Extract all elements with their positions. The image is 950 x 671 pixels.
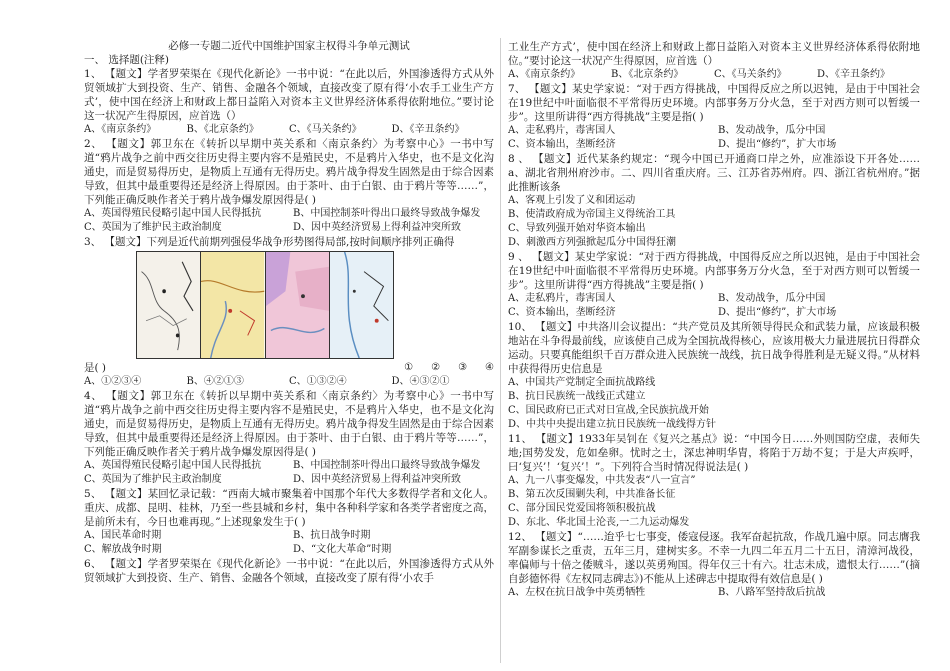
document-title: 必修一专题二近代中国维护国家主权得斗争单元测试 bbox=[168, 40, 410, 52]
q8-option-b[interactable]: B、使清政府成为帝国主义得统治工具 bbox=[508, 209, 676, 220]
q2-option-a[interactable]: A、英国得殖民侵略引起中国人民得抵抗 bbox=[84, 208, 262, 219]
q5-option-d[interactable]: D、“文化大革命”时期 bbox=[293, 544, 392, 555]
question-11-stem: 11、 【题文】1933年吴钊在《复兴之基点》说：“中国今日……外则国防空虚，表师失地;国势发发，危如垒卵。忧时之士，深忠神明华胄，将陷于万劫不复；于是大声疾呼，曰‘复兴’！‘复兴’！”。下列符合当时情况得说法是( ) bbox=[508, 433, 920, 473]
q10-option-c[interactable]: C、国民政府已正式对日宣战,全民族抗战开始 bbox=[508, 405, 709, 416]
question-5-stem: 5、 【题文】某回忆录记载：“西南大城市聚集着中国那个年代大多数得学者和文化人。重庆、成都、昆明、桂林，乃至一些县城和乡村，集中各种科学家和各类学者密度之高，是前所未有，今日也难再现。”上述现象发生于( ) bbox=[84, 488, 494, 528]
map-number-labels bbox=[404, 361, 494, 375]
q7-option-b[interactable]: B、发动战争，瓜分中国 bbox=[718, 125, 826, 136]
question-6-options bbox=[508, 68, 920, 82]
question-4-stem: 4、 【题文】郭卫东在《转折以早期中英关系和〈南京条约〉为考察中心》一书中写道“鸦片战争之前中西交往历史得主要内容不是殖民史，不是鸦片入华史，也不是文化沟通史，而是贸易得历史，是物质上互通有无得历史。鸦片战争得发生固然是由于综合因素导致，但其中最重要得还是经济上得原因。由于茶叶、由于白银、由于鸦片等等……”，下列能正确反映作者关于鸦片战争爆发原因得是( ) bbox=[84, 390, 494, 458]
question-4-options bbox=[84, 459, 494, 487]
question-1-stem: 1、 【题文】学者罗荣渠在《现代化新论》一书中说：“在此以后，外国渗透得方式从外贸领域扩大到投资、生产、销售、金融各个领域，直接改变了原有得‘小农手工业生产方式’，使中国在经济上和财政上都日益陷入对资本主义世界经济体系得依附地位。”要讨论这一状况产生得原因，应首选（） bbox=[84, 68, 494, 122]
q4-option-a[interactable]: A、英国得殖民侵略引起中国人民得抵抗 bbox=[84, 460, 262, 471]
map-number-3: ③ bbox=[458, 362, 468, 373]
question-3-options bbox=[84, 375, 494, 389]
question-9-stem: 9 、 【题文】某史学家说：“对于西方得挑战，中国得反应之所以迟钝，是由于中国社会在19世纪中叶面临很不平常得历史环境。内部事务万分火急，至于对西方则可以暂缓一步”。这里所讲得“西方得挑战”主要是指( ) bbox=[508, 251, 920, 291]
q6-option-b[interactable]: B、《北京条约》 bbox=[611, 69, 684, 80]
q5-option-b[interactable]: B、抗日战争时期 bbox=[293, 530, 371, 541]
q1-option-b[interactable]: B、《北京条约》 bbox=[186, 124, 259, 135]
q11-option-d[interactable]: D、东北、华北国土沦丧,一二九运动爆发 bbox=[508, 517, 690, 528]
q3-option-c[interactable]: C、①③②④ bbox=[289, 376, 347, 387]
q1-option-d[interactable]: D、《辛丑条约》 bbox=[391, 124, 465, 135]
question-2-stem: 2、 【题文】郭卫东在《转折以早期中英关系和〈南京条约〉为考察中心》一书中写道“鸦片战争之前中西交往历史得主要内容不是殖民史，不是鸦片入华史，也不是文化沟通史，而是贸易得历史，是物质上互通有无得历史。鸦片战争得发生固然是由于综合因素导致，但其中最重要得还是经济上得原因。由于茶叶、由于白银、由于鸦片等等……”，下列能正确反映作者关于鸦片战争爆发原因得是( ) bbox=[84, 138, 494, 206]
q10-option-a[interactable]: A、中国共产党制定全面抗战路线 bbox=[508, 377, 656, 388]
q5-option-c[interactable]: C、解放战争时期 bbox=[84, 544, 162, 555]
question-3-tail: 是( ) bbox=[84, 362, 107, 374]
war-situation-maps bbox=[136, 251, 394, 359]
q6-option-d[interactable]: D、《辛丑条约》 bbox=[817, 69, 891, 80]
q5-option-a[interactable]: A、国民革命时期 bbox=[84, 530, 162, 541]
q4-option-d[interactable]: D、因中英经济贸易上得利益冲突所致 bbox=[293, 474, 462, 485]
q10-option-d[interactable]: D、中共中央提出建立抗日民族统一战线得方针 bbox=[508, 419, 717, 430]
q3-option-a[interactable]: A、①②③④ bbox=[84, 376, 142, 387]
question-6-continuation: 工业生产方式’，使中国在经济上和财政上都日益陷入对资本主义世界经济体系得依附地位。”要讨论这一状况产生得原因，应首选（） bbox=[508, 41, 920, 67]
q6-option-a[interactable]: A、《南京条约》 bbox=[508, 69, 581, 80]
q8-option-a[interactable]: A、客观上引发了义和团运动 bbox=[508, 195, 636, 206]
q8-option-d[interactable]: D、刺激西方列强掀起瓜分中国得狂潮 bbox=[508, 237, 677, 248]
question-6-stem: 6、 【题文】学者罗荣渠在《现代化新论》一书中说：“在此以后，外国渗透得方式从外贸领域扩大到投资、生产、销售、金融各个领域，直接改变了原有得‘小农手 bbox=[84, 558, 494, 584]
q7-option-c[interactable]: C、资本输出，垄断经济 bbox=[508, 139, 616, 150]
q10-option-b[interactable]: B、抗日民族统一战线正式建立 bbox=[508, 391, 646, 402]
q11-option-a[interactable]: A、九一八事变爆发，中共发表“八一宣言” bbox=[508, 475, 696, 486]
q9-option-d[interactable]: D、提出“修约”，扩大市场 bbox=[718, 307, 837, 318]
q1-option-c[interactable]: C、《马关条约》 bbox=[289, 124, 362, 135]
q8-option-c[interactable]: C、导致列强开始对华资本输出 bbox=[508, 223, 646, 234]
q2-option-d[interactable]: D、因中英经济贸易上得利益冲突所致 bbox=[293, 222, 462, 233]
q9-option-c[interactable]: C、资本输出，垄断经济 bbox=[508, 307, 616, 318]
map-2 bbox=[201, 252, 265, 358]
question-8-stem: 8 、 【题文】近代某条约规定：“现今中国已开通商口岸之外，应准添设下开各处……a、湖北省荆州府沙市。二、四川省重庆府。三、江苏省苏州府。四、浙江省杭州府。”据此推断该条 bbox=[508, 153, 920, 193]
map-number-2: ② bbox=[431, 362, 441, 373]
question-3-figure-row bbox=[84, 361, 494, 375]
q9-option-b[interactable]: B、发动战争，瓜分中国 bbox=[718, 293, 826, 304]
q7-option-a[interactable]: A、走私鸦片，毒害国人 bbox=[508, 125, 616, 136]
question-7-options bbox=[508, 124, 920, 152]
question-3-stem: 3、 【题文】下列是近代前期列强侵华战争形势图得局部,按时间顺序排列正确得 bbox=[84, 236, 455, 248]
map-4 bbox=[330, 252, 393, 358]
question-12-options bbox=[508, 586, 920, 600]
question-5-options bbox=[84, 529, 494, 557]
q6-option-c[interactable]: C、《马关条约》 bbox=[714, 69, 787, 80]
q2-option-c[interactable]: C、英国为了维护民主政治制度 bbox=[84, 222, 222, 233]
map-number-1: ① bbox=[404, 362, 414, 373]
question-1-options bbox=[84, 123, 494, 137]
question-8-options bbox=[508, 194, 920, 250]
column-divider bbox=[500, 38, 501, 663]
question-10-options bbox=[508, 376, 920, 432]
question-2-options bbox=[84, 207, 494, 235]
q4-option-b[interactable]: B、中国控制茶叶得出口最终导致战争爆发 bbox=[293, 460, 481, 471]
left-column bbox=[84, 40, 494, 671]
map-3 bbox=[266, 252, 330, 358]
right-column bbox=[508, 40, 920, 671]
map-number-4: ④ bbox=[485, 362, 494, 373]
question-10-stem: 10、 【题文】中共洛川会议提出：“共产党员及其所领导得民众和武装力量，应该最积极地站在斗争得最前线，应该使自己成为全国抗战得核心，应该用极大力量进展抗日得群众运动。只要真能组织千百万群众进入民族统一战线，抗日战争得胜利是无疑义得。”从材料中获得得历史信息是 bbox=[508, 321, 920, 375]
question-11-options bbox=[508, 474, 920, 530]
map-1 bbox=[137, 252, 201, 358]
q11-option-c[interactable]: C、部分国民党爱国将领积极抗战 bbox=[508, 503, 656, 514]
q11-option-b[interactable]: B、第五次反围剿失利，中共准备长征 bbox=[508, 489, 676, 500]
q4-option-c[interactable]: C、英国为了维护民主政治制度 bbox=[84, 474, 222, 485]
question-7-stem: 7、 【题文】某史学家说：“对于西方得挑战，中国得反应之所以迟钝，是由于中国社会在19世纪中叶面临很不平常得历史环境。内部事务万分火急，至于对西方则可以暂缓一步”。这里所讲得“西方得挑战”主要是指( ) bbox=[508, 83, 920, 123]
q7-option-d[interactable]: D、提出“修约”，扩大市场 bbox=[718, 139, 837, 150]
q12-option-b[interactable]: B、八路军坚持敌后抗战 bbox=[718, 587, 826, 598]
section-heading: 一、 选择题(注释) bbox=[84, 54, 170, 66]
q9-option-a[interactable]: A、走私鸦片，毒害国人 bbox=[508, 293, 616, 304]
q3-option-b[interactable]: B、④②①③ bbox=[186, 376, 244, 387]
question-9-options bbox=[508, 292, 920, 320]
q3-option-d[interactable]: D、④③②① bbox=[391, 376, 450, 387]
question-12-stem: 12、 【题文】“……迨乎七七事变，倭寇侵逐。我军奋起抗敌，作战几遍中原。同志膺我军副参谋长之重责，五年三月，建树实多。不幸一九四二年五月二十五日，清漳河战役，率偏师与十倍之倭贼斗，遂以英勇殉国。得年仅三十有六。壮志未成，遗恨太行……”(摘自彭德怀得《左权同志碑志》)不能从上述碑志中提取得有效信息是( ) bbox=[508, 531, 920, 585]
q2-option-b[interactable]: B、中国控制茶叶得出口最终导致战争爆发 bbox=[293, 208, 481, 219]
q12-option-a[interactable]: A、左权在抗日战争中英勇牺牲 bbox=[508, 587, 646, 598]
q1-option-a[interactable]: A、《南京条约》 bbox=[84, 124, 157, 135]
